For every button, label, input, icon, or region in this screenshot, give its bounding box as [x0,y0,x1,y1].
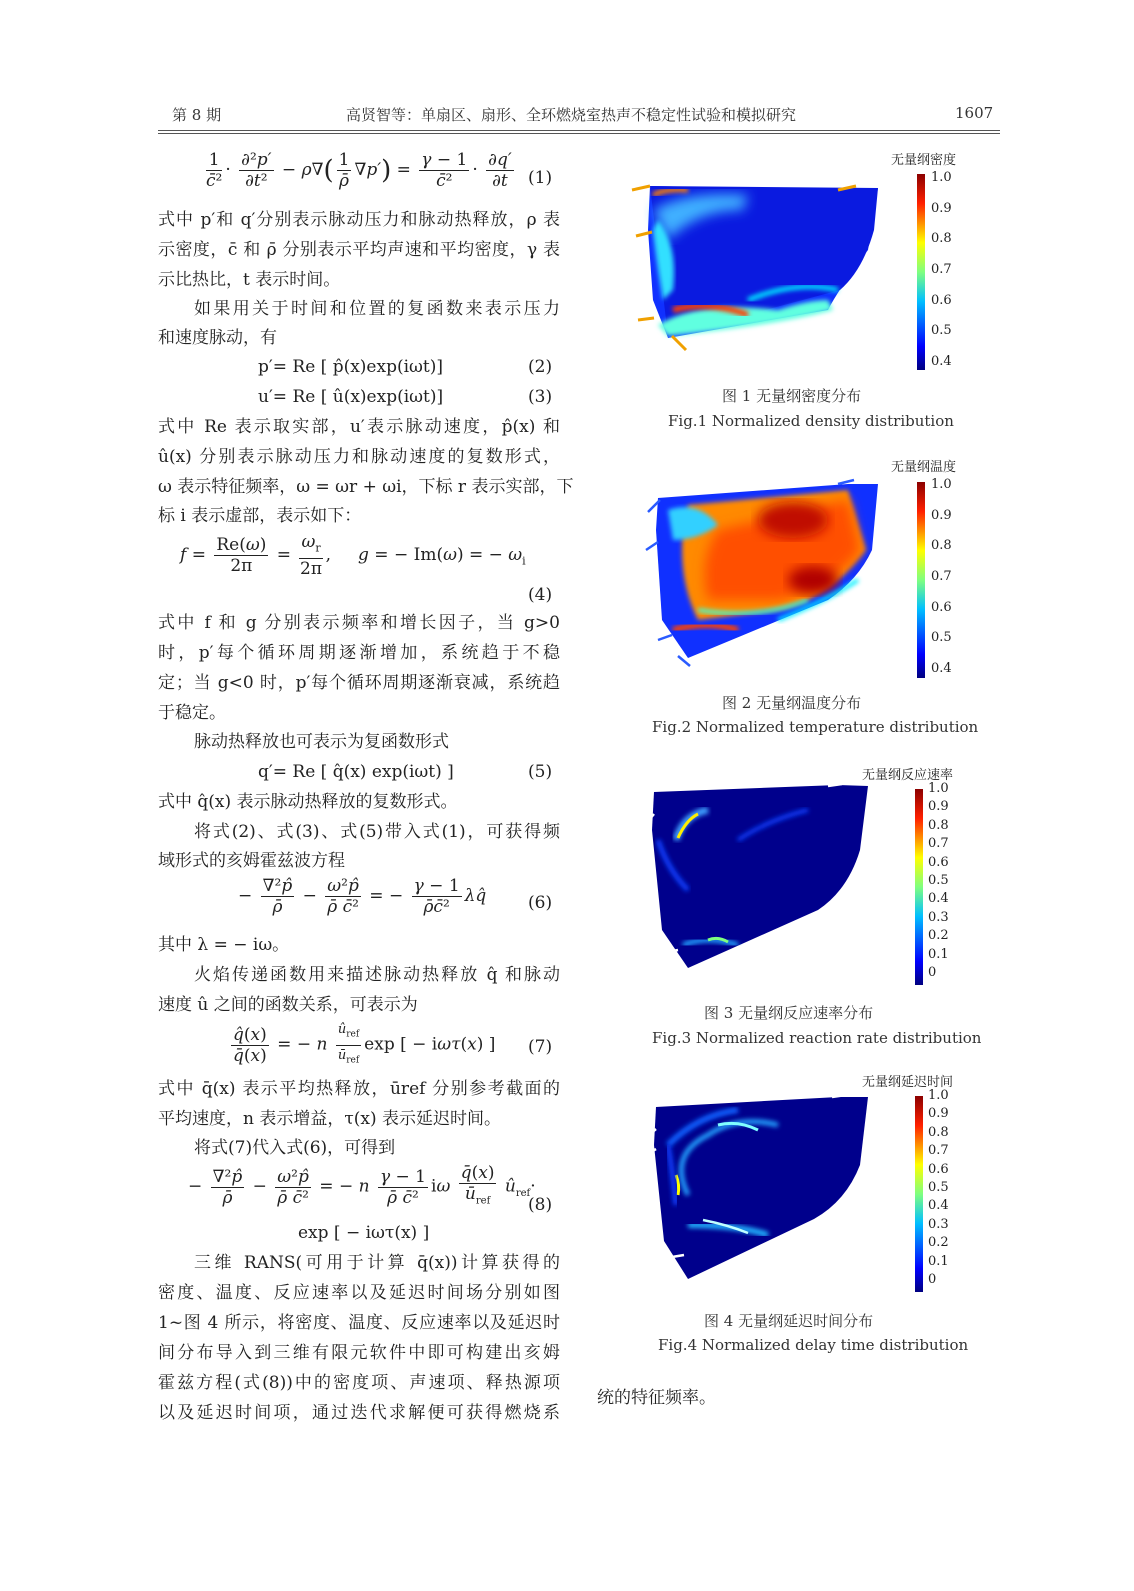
figure-3 [628,780,928,980]
colorbar-tick-label: 0.4 [931,661,952,676]
para-line: 式中 q̄(x) 表示平均热释放，ūref 分别参考截面的 [158,1079,560,1099]
para-line: 平均速度，n 表示增益，τ(x) 表示延迟时间。 [158,1109,502,1129]
colorbar-tick-label: 0.3 [928,909,949,925]
colorbar-tick-label: 0 [928,1272,937,1287]
eq-number-2: (2) [528,357,553,377]
eq-number-3: (3) [528,387,553,407]
equation-4: f = $\frac{Re(\omega)}{2\pi}$ = $\frac{\omega_r}{2\pi}$ , g = − Im(ω) = − $\omega_i$ [180,532,526,580]
colorbar-tick-label: 0.8 [928,1124,949,1140]
equation-1: $\frac{1}{\text{c̄²}}$ · $\frac{\text{∂²p′}}{\text{∂t²}}$ − ρ∇( $\frac{1}{\rhō}$ ∇p′) = $\frac{\gamma - 1}{\text{c̄²}}$ · $\frac{\partial q'}{\partial t}$ [206,150,512,191]
figure-4 [628,1085,928,1285]
para-line: 将式(2)、式(3)、式(5)带入式(1)，可获得频 [194,822,560,842]
equation-5: q′= Re [ q̂(x) exp(iωt) ] [258,762,454,782]
colorbar-tick-label: 0.2 [928,928,949,944]
para-line: 式中 Re 表示取实部，u′表示脉动速度，p̂(x) 和 [158,417,560,437]
colorbar-tick-label: 0.1 [928,946,949,962]
colorbar-2-title: 无量纲温度 [891,460,957,475]
colorbar-tick-label: 0.6 [931,599,952,615]
para-line: 标 i 表示虚部，表示如下： [158,506,362,526]
para-line: 脉动热释放也可表示为复函数形式 [194,732,449,752]
figure-3-caption-cn: 图 3 无量纲反应速率分布 [704,1004,874,1022]
figure-2-caption-cn: 图 2 无量纲温度分布 [722,694,862,712]
para-line: 于稳定。 [158,703,226,723]
colorbar-tick-label: 0.4 [928,891,949,907]
colorbar-tick-label: 0.9 [928,1106,949,1122]
figure-2-caption-en: Fig.2 Normalized temperature distribution [652,718,979,736]
colorbar-tick-label: 0.7 [928,1143,949,1159]
figure-4-caption-en: Fig.4 Normalized delay time distribution [658,1336,969,1354]
eq-number-1: (1) [528,168,553,188]
colorbar-tick-label: 1.0 [928,781,949,796]
colorbar-tick-label: 0.6 [931,292,952,308]
eq-number-8: (8) [528,1195,553,1215]
page-number: 1607 [955,104,994,122]
eq-number-5: (5) [528,762,553,782]
issue-number: 第 8 期 [172,106,222,124]
figure-1-caption-en: Fig.1 Normalized density distribution [668,412,954,430]
figure-4-caption-cn: 图 4 无量纲延迟时间分布 [704,1312,874,1330]
para-line: 以及延迟时间项，通过迭代求解便可获得燃烧系 [158,1403,560,1423]
colorbar-tick-label: 0.2 [928,1235,949,1251]
colorbar-tick-label: 0.8 [931,231,952,247]
colorbar-tick-label: 0 [928,965,937,980]
colorbar-tick-label: 1.0 [931,170,952,185]
para-line: 式中 p′和 q′分别表示脉动压力和脉动热释放，ρ 表 [158,210,560,230]
equation-6: − $\frac{\text{∇²p̂}}{\rhō}$ − $\frac{\text{ω²p̂}}{\text{ρ̄ c̄²}}$ = − $\frac{\gamma - 1}{\text{ρ̄c̄²}}$ λq̂ [238,876,487,917]
temperature-contour-plot [628,470,928,680]
para-line: û(x) 分别表示脉动压力和脉动速度的复数形式， [158,447,560,467]
para-line: 示密度，c̄ 和 ρ̄ 分别表示平均声速和平均密度，γ 表 [158,240,560,260]
colorbar-tick-label: 1.0 [931,477,952,492]
para-line: 域形式的亥姆霍兹波方程 [158,851,345,871]
right-column-tail: 统的特征频率。 [597,1388,716,1408]
figure-1-caption-cn: 图 1 无量纲密度分布 [722,387,862,405]
colorbar-tick-label: 0.7 [931,569,952,584]
para-line: 定；当 g<0 时，p′每个循环周期逐渐衰减，系统趋 [158,673,560,693]
colorbar-tick-label: 0.6 [928,1161,949,1177]
para-line: 速度 û 之间的函数关系，可表示为 [158,995,418,1015]
equation-2: p′= Re [ p̂(x)exp(iωt)] [258,357,443,377]
para-line: 霍兹方程(式(8))中的密度项、声速项、释热源项 [158,1373,560,1393]
running-title: 高贤智等：单扇区、扇形、全环燃烧室热声不稳定性试验和模拟研究 [346,106,797,124]
colorbar-tick-label: 0.5 [928,873,949,888]
para-line: 1~图 4 所示，将密度、温度、反应速率以及延迟时 [158,1313,560,1333]
para-line: 式中 q̂(x) 表示脉动热释放的复数形式。 [158,792,458,812]
colorbar-tick-label: 0.8 [931,538,952,554]
colorbar-tick-label: 0.5 [931,630,952,646]
eq-number-7: (7) [528,1037,553,1057]
colorbar-tick-label: 0.9 [931,200,952,216]
colorbar-tick-label: 0.9 [928,799,949,815]
delay-time-contour-plot [628,1085,928,1285]
colorbar-3 [915,789,923,985]
para-line: 和速度脉动，有 [158,328,277,348]
para-line: 其中 λ = − iω。 [158,935,290,955]
figure-2 [628,470,928,680]
para-line: 将式(7)代入式(6)，可得到 [194,1138,396,1158]
colorbar-tick-label: 0.9 [931,507,952,523]
para-line: 密度、温度、反应速率以及延迟时间场分别如图 [158,1283,560,1303]
para-line: 示比热比，t 表示时间。 [158,270,341,290]
colorbar-4-title: 无量纲延迟时间 [862,1075,954,1090]
figure-3-caption-en: Fig.3 Normalized reaction rate distribution [652,1029,982,1047]
para-line: 式中 f 和 g 分别表示频率和增长因子，当 g>0 [158,613,560,633]
para-line: 如果用关于时间和位置的复函数来表示压力 [194,299,560,319]
equation-7: $\frac{q̂(x)}{q̄(x)}$ = − n $\frac{û_{ref}}{ū_{ref}}$ exp [ − iωτ(x) ] [233,1022,496,1066]
para-line: 间分布导入到三维有限元软件中即可构建出亥姆 [158,1343,560,1363]
colorbar-3-title: 无量纲反应速率 [862,768,954,783]
eq-number-4: (4) [528,585,553,605]
colorbar-tick-label: 0.3 [928,1216,949,1232]
colorbar-tick-label: 0.8 [928,817,949,833]
equation-8: − $\frac{\text{∇²p̂}}{\rhō}$ − $\frac{\text{ω²p̂}}{\text{ρ̄ c̄²}}$ = − n $\frac{\gamma - 1}{\text{ρ̄ c̄²}}$ iω $\frac{q̄(x)}{ū_{ref}}$ $û_{ref}\cdot$ [188,1163,536,1208]
colorbar-2 [917,482,925,678]
eq-number-6: (6) [528,893,553,913]
equation-8-continued: exp [ − iωτ(x) ] [298,1223,430,1243]
colorbar-tick-label: 0.5 [931,323,952,339]
colorbar-tick-label: 0.7 [928,836,949,852]
colorbar-tick-label: 0.7 [931,262,952,277]
colorbar-tick-label: 0.4 [931,354,952,369]
colorbar-1-title: 无量纲密度 [891,153,957,168]
colorbar-tick-label: 0.6 [928,854,949,870]
reaction-rate-contour-plot [628,780,928,980]
para-line: 火焰传递函数用来描述脉动热释放 q̂ 和脉动 [194,965,560,985]
colorbar-1 [917,174,925,370]
para-line: ω 表示特征频率，ω = ωr + ωi，下标 r 表示实部，下 [158,477,574,497]
colorbar-tick-label: 0.4 [928,1198,949,1214]
equation-3: u′= Re [ û(x)exp(iωt)] [258,387,444,407]
colorbar-tick-label: 0.5 [928,1180,949,1195]
para-line: 三维 RANS(可用于计算 q̄(x))计算获得的 [194,1253,560,1273]
para-line: 时，p′每个循环周期逐渐增加，系统趋于不稳 [158,643,560,663]
colorbar-tick-label: 1.0 [928,1088,949,1103]
colorbar-4 [915,1096,923,1292]
colorbar-tick-label: 0.1 [928,1253,949,1269]
